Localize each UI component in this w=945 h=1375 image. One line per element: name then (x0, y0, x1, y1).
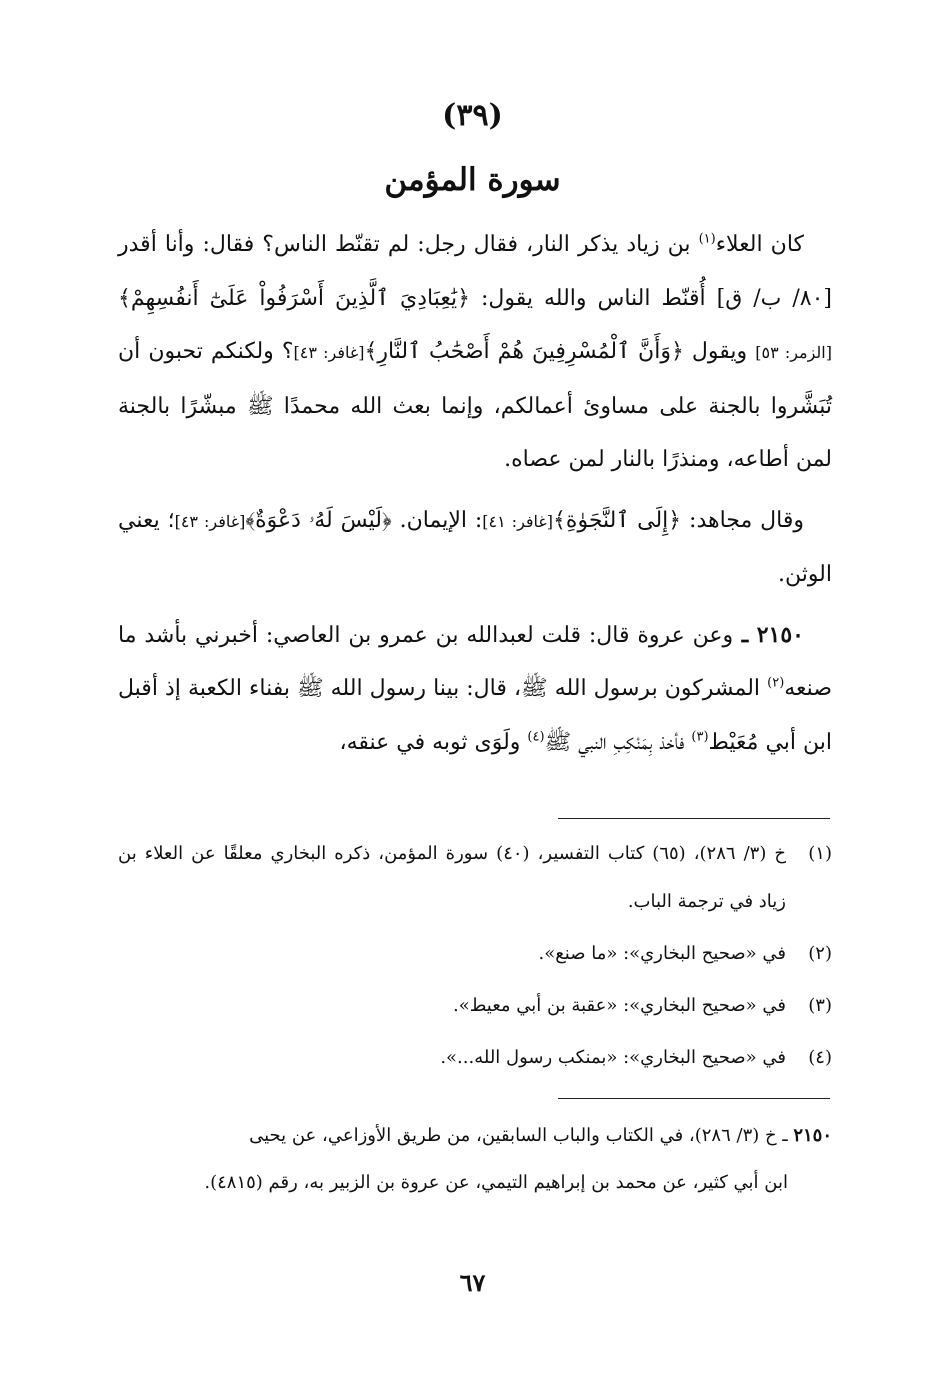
footnote-marker-2: (٢) (767, 675, 785, 691)
intro-text: ؟ ولكنكم تحبون أن تُبَشَّروا بالجنة على مساوئ أعمالكم، وإنما بعث الله محمدًا ﷺ مبشّرًا بالجنة لمن أطاعه، ومنذرًا بالنار لمن عصاه. (118, 339, 832, 472)
footnote-marker-3: (٣) (691, 729, 709, 745)
hadith-text: المشركون برسول الله ﷺ، قال: بينا رسول الله ﷺ بفناء الكعبة إذ أقبل ابن أبي مُعَيْط (118, 676, 832, 755)
quran-verse: ﴿وَأَنَّ ٱلْمُسْرِفِينَ هُمْ أَصْحَٰبُ ٱلنَّارِ﴾ (364, 339, 684, 364)
footnote-number: (١) (808, 843, 832, 864)
footnote (118, 1034, 832, 1082)
takhrij-text: ـ خ (٣/ ٢٨٦)، في الكتاب والباب السابقين، من طريق الأوزاعي، عن يحيى (249, 1125, 794, 1146)
footnote-text: في «صحيح البخاري»: «عقبة بن أبي معيط». (452, 995, 786, 1016)
verse-reference: [الزمر: ٥٣] (755, 343, 832, 362)
chapter-title: سورة المؤمن (384, 162, 561, 198)
footnote-marker-4: (٤) (527, 729, 545, 745)
intro-text: وقال مجاهد: (681, 507, 804, 533)
footnote-text: في «صحيح البخاري»: «ما صنع». (538, 943, 786, 964)
footnote (118, 830, 832, 926)
verse-reference: [غافر: ٤١] (482, 511, 554, 531)
takhrij-text: ابن أبي كثير، عن محمد بن إبراهيم التيمي، عن عروة بن الزبير به، رقم (٤٨١٥). (204, 1172, 788, 1193)
intro-text: ويقول (683, 339, 756, 364)
intro-text: ؛ يعني الوثن. (118, 507, 832, 587)
footnote-text: خ (٣/ ٢٨٦)، (٦٥) كتاب التفسير، (٤٠) سورة المؤمن، ذكره البخاري معلقًا عن العلاء بن زياد في ترجمة الباب. (118, 843, 786, 912)
footnote-divider (558, 818, 830, 819)
intro-text: : الإيمان. (391, 507, 483, 533)
intro-text: بن زياد يذكر النار، فقال رجل: لم تقنّط الناس؟ فقال: وأنا أقدر (118, 232, 699, 257)
intro-text: أُقنّط الناس والله يقول: (470, 285, 717, 311)
quran-verse: ﴿يَٰعِبَادِيَ ٱلَّذِينَ أَسْرَفُواْ عَلَىٰٓ أَنفُسِهِمْ﴾ (118, 285, 471, 311)
footnote (118, 930, 832, 978)
takhrij-number: ٢١٥٠ (793, 1125, 832, 1146)
takhrij-note (118, 1112, 832, 1206)
hadith-text: وعن عروة قال: قلت لعبدالله بن عمرو بن العاصي: أخبرني بأشد ما صنعه (118, 622, 832, 701)
verse-reference: [غافر: ٤٣] (174, 511, 246, 531)
takhrij-first-line (118, 1112, 832, 1159)
footnote-number: (٣) (808, 995, 832, 1016)
footnote-number: (٤) (808, 1047, 832, 1068)
intro-text: كان العلاء (715, 232, 804, 257)
footnotes (118, 830, 832, 1086)
takhrij-divider (558, 1098, 830, 1099)
main-text (118, 218, 832, 776)
footnote (118, 982, 832, 1030)
footnote-marker-1: (١) (698, 231, 716, 247)
folio-reference: [٨٠/ ب/ ق] (716, 285, 832, 311)
hadith-number: ٢١٥٠ (756, 621, 804, 648)
hadith-paragraph (118, 609, 832, 770)
chapter-number: (٣٩) (442, 98, 503, 133)
hadith-text: فأخذ بِمَنْكِبِ النبي ﷺ (544, 729, 692, 755)
intro-paragraph-1 (118, 218, 832, 487)
intro-paragraph-2 (118, 494, 832, 602)
hadith-text: ولَوَى ثوبه في عنقه، (339, 729, 528, 755)
quran-verse: ﴿إِلَى ٱلنَّجَوٰةِ﴾ (553, 507, 682, 533)
footnote-text: في «صحيح البخاري»: «بمنكب رسول الله...». (440, 1047, 786, 1068)
page-number: ٦٧ (459, 1268, 486, 1297)
footnote-number: (٢) (808, 943, 832, 964)
verse-reference: [غافر: ٤٣] (293, 343, 365, 362)
quran-verse: ﴿لَيْسَ لَهُۥ دَعْوَةٌ﴾ (245, 507, 392, 533)
hadith-dash: ـ (733, 621, 757, 648)
